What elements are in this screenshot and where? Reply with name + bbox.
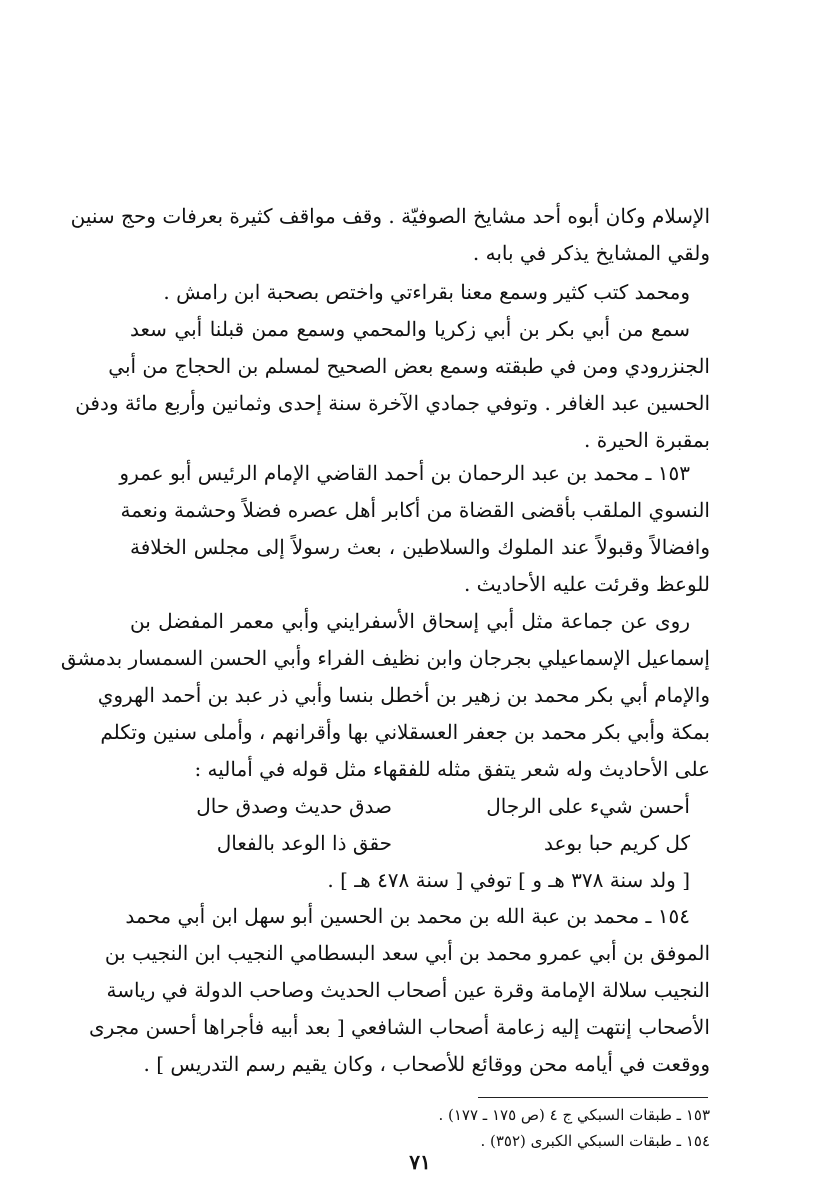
poem-hemistich-second: حقق ذا الوعد بالفعال <box>216 831 392 855</box>
footnotes <box>300 1102 710 1154</box>
poem-hemistich-second: صدق حديث وصدق حال <box>196 794 392 818</box>
text-line: والإمام أبي بكر محمد بن زهير بن أخطل بنسا وأبي ذر عبد بن أحمد الهروي <box>97 683 710 707</box>
text-line: وافضالاً وقبولاً عند الملوك والسلاطين ، بعث رسولاً إلى مجلس الخلافة <box>130 535 710 559</box>
poem-verse <box>130 788 710 825</box>
footnote-153: ١٥٣ ـ طبقات السبكي ج ٤ (ص ١٧٥ ـ ١٧٧) . <box>438 1106 710 1124</box>
text-line: للوعظ وقرئت عليه الأحاديث . <box>463 572 710 596</box>
poem-verse <box>130 825 710 862</box>
text-line: روى عن جماعة مثل أبي إسحاق الأسفرايني وأبي معمر المفضل بن <box>130 609 690 633</box>
text-line: الموفق بن أبي عمرو محمد بن أبي سعد البسطامي النجيب ابن النجيب بن <box>104 941 710 965</box>
entry-154 <box>88 898 710 1083</box>
text-line: إسماعيل الإسماعيلي بجرجان وابن نظيف الفراء وأبي الحسن السمسار بدمشق <box>60 646 710 670</box>
text-line: بمكة وأبي بكر محمد بن جعفر العسقلاني بها وأقرانهم ، وأملى سنين وتكلم <box>100 720 710 744</box>
paragraph-continuation <box>70 198 710 272</box>
text-line: ولقي المشايخ يذكر في بابه . <box>472 241 710 265</box>
entry-153 <box>119 455 710 603</box>
paragraph-riwaya <box>60 603 710 788</box>
paragraph-muhammad-kutub <box>130 274 710 311</box>
text-line: سمع من أبي بكر بن أبي زكريا والمحمي وسمع ممن قبلنا أبي سعد <box>130 317 690 341</box>
page-number: ٧١ <box>409 1150 431 1174</box>
footnote-divider <box>478 1097 708 1098</box>
poem-hemistich-first: كل كريم حبا بوعد <box>544 831 690 855</box>
text-line: بمقبرة الحيرة . <box>584 428 710 452</box>
text-line: ومحمد كتب كثير وسمع معنا بقراءتي واختص بصحبة ابن رامش . <box>163 280 690 304</box>
poem-hemistich-first: أحسن شيء على الرجال <box>486 794 690 818</box>
text-line: ووقعت في أيامه محن ووقائع للأصحاب ، وكان يقيم رسم التدريس ] . <box>143 1052 710 1076</box>
text-line: النسوي الملقب بأقضى القضاة من أكابر أهل عصره فضلاً وحشمة ونعمة <box>120 498 710 522</box>
paragraph-samia <box>75 311 710 459</box>
birth-death-note: [ ولد سنة ٣٧٨ هـ و ] توفي [ سنة ٤٧٨ هـ ] . <box>327 868 690 892</box>
poem <box>130 788 710 899</box>
text-line: على الأحاديث وله شعر يتفق مثله للفقهاء مثل قوله في أماليه : <box>194 757 710 781</box>
text-line: ١٥٣ ـ محمد بن عبد الرحمان بن أحمد القاضي الإمام الرئيس أبو عمرو <box>119 461 690 485</box>
text-line: الأصحاب إنتهت إليه زعامة أصحاب الشافعي [ بعد أبيه فأجراها أحسن مجرى <box>88 1015 710 1039</box>
text-line: الإسلام وكان أبوه أحد مشايخ الصوفيّة . وقف مواقف كثيرة بعرفات وحج سنين <box>70 204 710 228</box>
text-line: الجنزرودي ومن في طبقته وسمع بعض الصحيح لمسلم بن الحجاج من أبي <box>108 354 710 378</box>
text-line: النجيب سلالة الإمامة وقرة عين أصحاب الحديث وصاحب الدولة في رياسة <box>106 978 710 1002</box>
footnote-154: ١٥٤ ـ طبقات السبكي الكبرى (٣٥٢) . <box>480 1132 710 1150</box>
text-line: الحسين عبد الغافر . وتوفي جمادي الآخرة سنة إحدى وثمانين وأربع مائة ودفن <box>75 391 710 415</box>
text-line: ١٥٤ ـ محمد بن عبة الله بن محمد بن الحسين أبو سهل ابن أبي محمد <box>125 904 690 928</box>
